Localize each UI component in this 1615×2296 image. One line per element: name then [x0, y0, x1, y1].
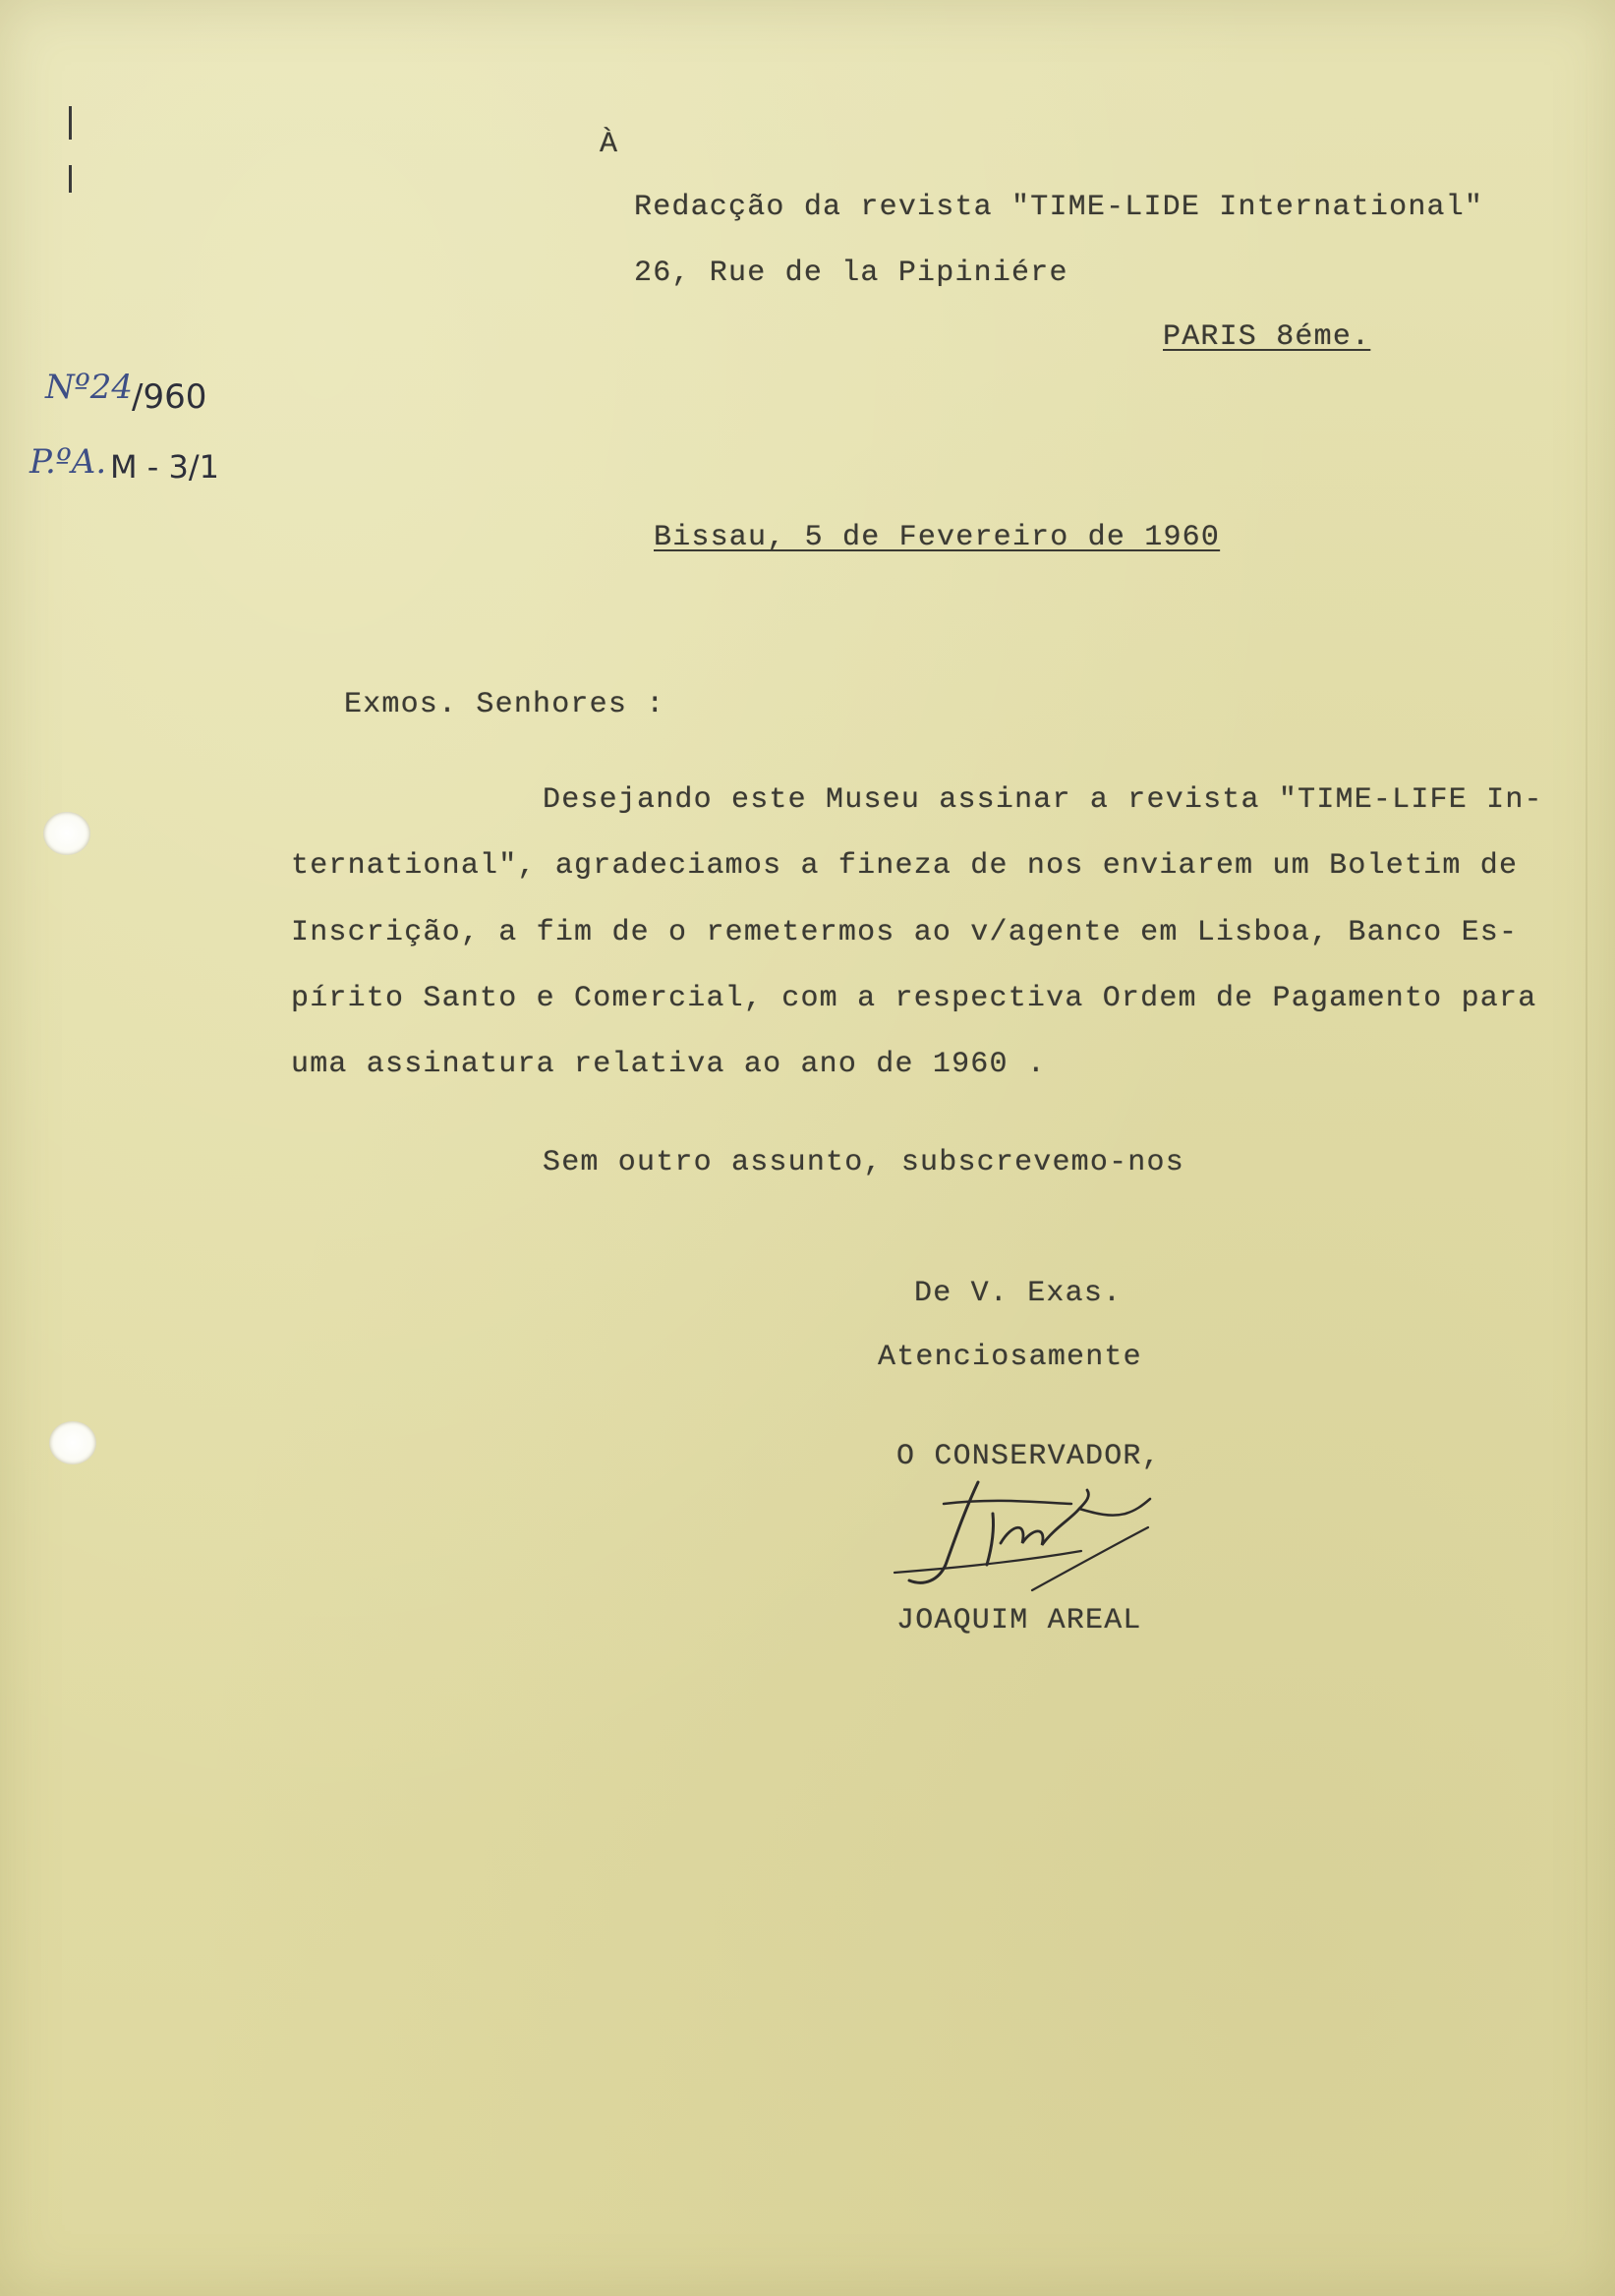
- recipient-line-1: Redacção da revista "TIME-LIDE International": [634, 191, 1484, 224]
- signoff-title: O CONSERVADOR,: [896, 1440, 1161, 1473]
- closing-line: Sem outro assunto, subscrevemo-nos: [543, 1146, 1184, 1179]
- signatory-name: JOAQUIM AREAL: [896, 1604, 1142, 1637]
- handwritten-signature: [885, 1474, 1170, 1612]
- recipient-line-2: 26, Rue de la Pipiniére: [634, 257, 1068, 290]
- signature-stroke: [944, 1501, 1071, 1504]
- body-line-3: Inscrição, a fim de o remetermos ao v/agente em Lisboa, Banco Es-: [291, 916, 1519, 949]
- recipient-prefix: À: [600, 128, 619, 161]
- signature-stroke: [987, 1514, 994, 1565]
- signature-stroke: [1001, 1490, 1088, 1545]
- handwritten-ref-prefix: P.ºA.: [29, 442, 107, 482]
- signature-stroke: [1079, 1499, 1150, 1516]
- body-line-1: Desejando este Museu assinar a revista "TIME-LIFE In-: [543, 783, 1543, 817]
- signoff-line-2: Atenciosamente: [878, 1341, 1142, 1374]
- handwritten-file-year: /960: [132, 377, 207, 417]
- punch-hole-bottom: [49, 1421, 96, 1464]
- handwritten-ref-code: M - 3/1: [110, 448, 219, 486]
- body-line-5: uma assinatura relativa ao ano de 1960 .: [291, 1048, 1047, 1081]
- punch-hole-top: [43, 812, 90, 855]
- signoff-line-1: De V. Exas.: [914, 1277, 1123, 1310]
- body-line-4: pírito Santo e Comercial, com a respectiva Ordem de Pagamento para: [291, 982, 1537, 1015]
- salutation: Exmos. Senhores :: [344, 688, 665, 721]
- margin-tick-mark: [69, 165, 72, 193]
- date-line: Bissau, 5 de Fevereiro de 1960: [654, 521, 1221, 554]
- handwritten-file-number: Nº24: [45, 368, 134, 407]
- body-line-2: ternational", agradeciamos a fineza de nos enviarem um Boletim de: [291, 849, 1519, 883]
- recipient-city: PARIS 8éme.: [1163, 320, 1371, 354]
- margin-tick-mark: [69, 106, 72, 140]
